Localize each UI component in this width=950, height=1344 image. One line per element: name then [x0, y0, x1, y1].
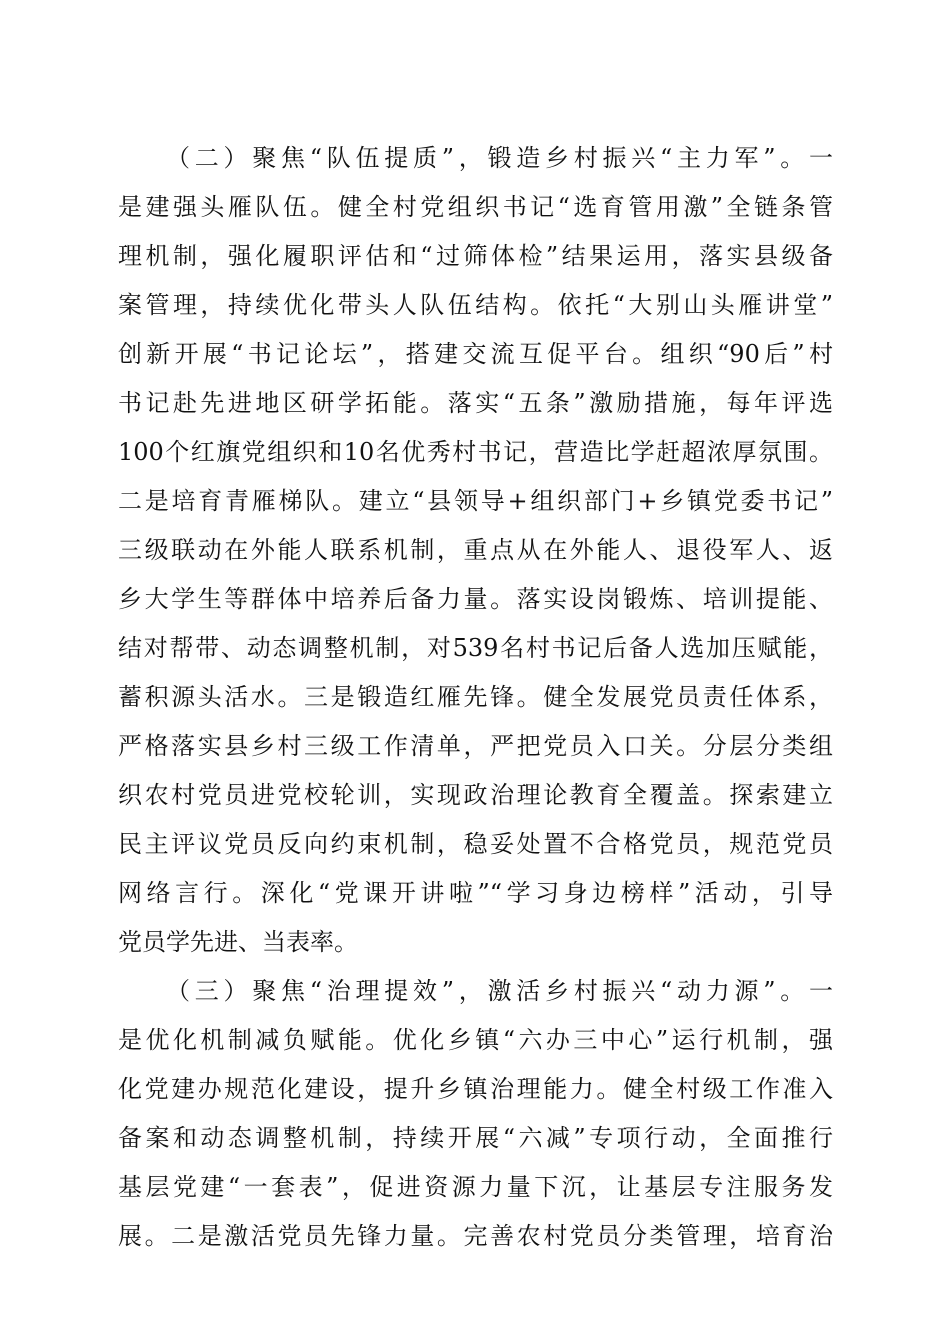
text-line: 结对帮带、动态调整机制，对539名村书记后备人选加压赋能，: [118, 634, 833, 662]
text-line: （三）聚焦“治理提效”，激活乡村振兴“动力源”。一: [166, 977, 833, 1005]
text-line: 书记赴先进地区研学拓能。落实“五条”激励措施，每年评选: [118, 389, 833, 417]
text-line: 乡大学生等群体中培养后备力量。落实设岗锻炼、培训提能、: [118, 585, 833, 613]
text-line: 100个红旗党组织和10名优秀村书记，营造比学赶超浓厚氛围。: [118, 438, 833, 466]
text-line: 网络言行。深化“党课开讲啦”“学习身边榜样”活动，引导: [118, 879, 833, 907]
text-line: 案管理，持续优化带头人队伍结构。依托“大别山头雁讲堂”: [118, 291, 833, 319]
document-page: [118, 134, 833, 1261]
text-line: 是优化机制减负赋能。优化乡镇“六办三中心”运行机制，强: [118, 1026, 833, 1054]
text-line: 织农村党员进党校轮训，实现政治理论教育全覆盖。探索建立: [118, 781, 833, 809]
text-line: 蓄积源头活水。三是锻造红雁先锋。健全发展党员责任体系，: [118, 683, 833, 711]
text-line: 理机制，强化履职评估和“过筛体检”结果运用，落实县级备: [118, 242, 833, 270]
paragraph-2: [118, 134, 833, 967]
paragraph-3: [118, 967, 833, 1261]
text-line: 展。二是激活党员先锋力量。完善农村党员分类管理，培育治: [118, 1222, 833, 1250]
text-line: 二是培育青雁梯队。建立“县领导+组织部门+乡镇党委书记”: [118, 487, 833, 515]
text-line: 民主评议党员反向约束机制，稳妥处置不合格党员，规范党员: [118, 830, 833, 858]
text-line: 严格落实县乡村三级工作清单，严把党员入口关。分层分类组: [118, 732, 833, 760]
text-line: 备案和动态调整机制，持续开展“六减”专项行动，全面推行: [118, 1124, 833, 1152]
text-line: （二）聚焦“队伍提质”，锻造乡村振兴“主力军”。一: [166, 144, 833, 172]
text-line: 党员学先进、当表率。: [118, 928, 358, 956]
text-line: 是建强头雁队伍。健全村党组织书记“选育管用激”全链条管: [118, 193, 833, 221]
text-line: 创新开展“书记论坛”，搭建交流互促平台。组织“90后”村: [118, 340, 833, 368]
text-line: 基层党建“一套表”，促进资源力量下沉，让基层专注服务发: [118, 1173, 833, 1201]
text-line: 三级联动在外能人联系机制，重点从在外能人、退役军人、返: [118, 536, 833, 564]
text-line: 化党建办规范化建设，提升乡镇治理能力。健全村级工作准入: [118, 1075, 833, 1103]
